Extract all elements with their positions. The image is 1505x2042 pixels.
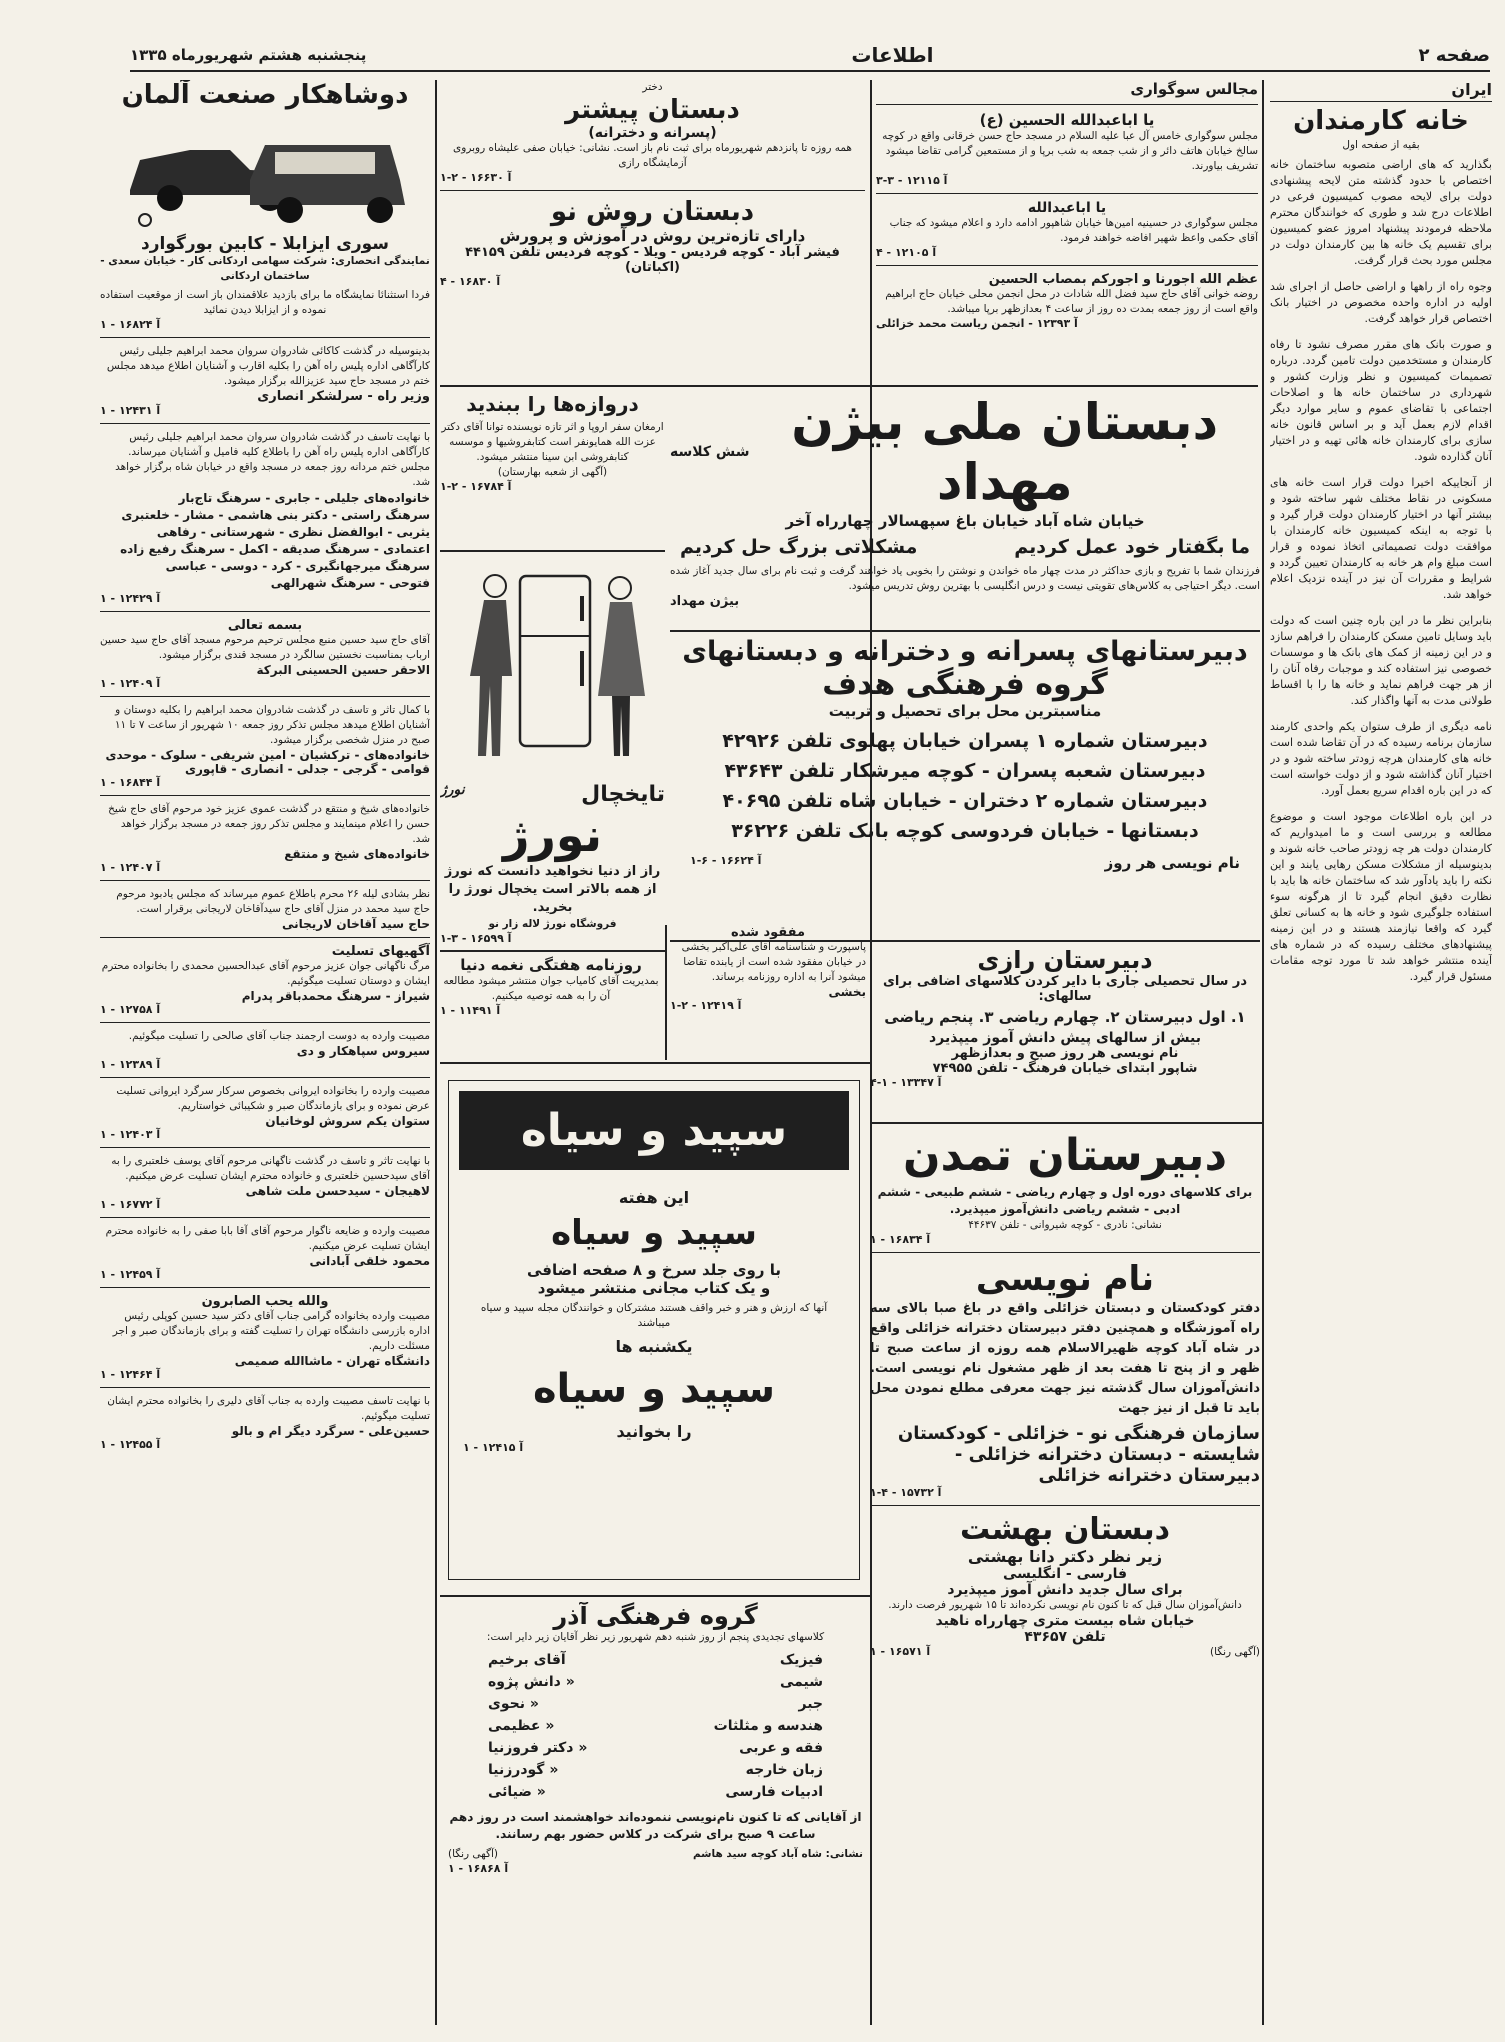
razi-line: نام نویسی هر روز صبح و بعدازظهر bbox=[951, 1046, 1179, 1061]
pishtaz-subtitle: (پسرانه و دخترانه) bbox=[588, 125, 717, 141]
ad-code: آ ۱۲۴۵۹ - ۱ bbox=[100, 1268, 161, 1281]
obit-sign: ستوان یکم سروش لوخانیان bbox=[265, 1114, 430, 1128]
hadaf-branch-row: دبیرستان شماره ۱ پسران خیابان پهلوی تلفن ۴۲۹۲۶ bbox=[722, 730, 1208, 752]
azar-schedule-row bbox=[448, 1671, 863, 1693]
ad-code: آ ۱۲۴۳۱ - ۱ bbox=[100, 404, 161, 417]
namnevisi-line: دبیرستان دخترانه خزائلی bbox=[1038, 1465, 1260, 1486]
azar-subject: زبان خارجه bbox=[745, 1762, 823, 1778]
azar-schedule-row bbox=[448, 1693, 863, 1715]
sepid-siah-name2: سپید و سیاه bbox=[532, 1366, 776, 1412]
azar-schedule-row bbox=[448, 1781, 863, 1803]
notice-heading: یا اباعبدالله الحسین (ع) bbox=[979, 111, 1155, 129]
razi-address: شاپور ابتدای خیابان فرهنگ - تلفن ۷۴۹۵۵ bbox=[932, 1061, 1198, 1076]
roznameh-title: روزنامه هفتگی نغمه دنیا bbox=[460, 956, 642, 974]
raveshno-text: فیشر آباد - کوچه فردیس - ویلا - کوچه فردیس تلفن ۴۴۱۵۹ (اکباتان) bbox=[465, 245, 840, 275]
azar-subject: ادبیات فارسی bbox=[725, 1784, 823, 1800]
azar-subject: هندسه و مثلثات bbox=[713, 1718, 823, 1734]
namnevisi-text: دفتر کودکستان و دبستان خزائلی واقع در باغ صبا بالای سه راه آموزشگاه و همچنین دفتر دبیرستان دخترانه خزائلی واقع در شاه آباد کوچه ظهیرالاسلام همه روزه از ساعت صبح تا ظهر و از پنج تا هفت بعد از ظهر مشغول نام نویسی است. دانش‌آموزان سال گذشته نیز جهت معرفی مطلع نمودن محل باید تا قبل از نیز جهت bbox=[870, 1301, 1260, 1416]
darvaze-text: ارمغان سفر اروپا و اثر تازه نویسنده توانا آقای دکتر عزت الله همایونفر است کتابفروشیها و موسسه کتابفروشی ابن سینا منتشر میشود. bbox=[441, 421, 664, 463]
hadaf-title: گروه فرهنگی هدف bbox=[822, 667, 1108, 702]
section-rule bbox=[440, 385, 1258, 387]
section-rule bbox=[440, 550, 665, 552]
azar-teacher: « گودرزنیا bbox=[488, 1762, 559, 1778]
bizhan-slogan: ما بگفتار خود عمل کردیم bbox=[1014, 536, 1250, 558]
notice-heading: یا اباعبدالله bbox=[1027, 200, 1107, 216]
sepid-siah-line: و یک کتاب مجانی منتشر میشود bbox=[537, 1279, 771, 1297]
obit-text: مصیبت وارده بخانواده گرامی جناب آقای دکتر سید حسین کوپلی رئیس اداره بازرسی دانشگاه تهران را تسلیت گفته و برای بازماندگان صبر و اجر مسئلت داریم. bbox=[112, 1310, 430, 1352]
column-rule bbox=[1262, 80, 1264, 2025]
obit-sign: محمود خلقی آبادانی bbox=[309, 1254, 430, 1268]
azar-addr: نشانی: شاه آباد کوچه سید هاشم bbox=[692, 1848, 863, 1860]
ad-code: آ ۱۶۶۲۴ - ۶-۱ bbox=[690, 854, 762, 867]
obit-heading: بسمه تعالی bbox=[227, 618, 303, 633]
obit-sign: حسین‌علی - سرگرد دیگر ام و بالو bbox=[231, 1424, 430, 1438]
azar-subject: جبر bbox=[798, 1696, 823, 1712]
obit-text: بدینوسیله در گذشت کاکائی شادروان سروان محمد ابراهیم جلیلی رئیس کارآگاهی اداره پلیس راه آهن را بکلیه اقارب و آشنایان اطلاع میدهد مجلس ختم در مسجد حاج سید عزیزالله برگزار میشود. bbox=[106, 345, 430, 387]
ad-code: آ ۱۶۸۶۸ - ۱ bbox=[448, 1862, 509, 1875]
ad-code: آ ۱۶۸۳۰ - ۴ bbox=[440, 275, 501, 288]
azar-foot: از آقایانی که تا کنون نام‌نویسی ننموده‌اند خواهشمند است در روز دهم ساعت ۹ صبح برای شرکت در کلاس حضور بهم رسانند. bbox=[449, 1810, 862, 1841]
sepid-siah-line: آنها که ارزش و هنر و خبر واقف هستند مشترکان و خوانندگان مجله سپید و سیاه میباشند bbox=[480, 1302, 828, 1329]
ad-code: آ ۱۶۸۴۴ - ۱ bbox=[100, 776, 161, 789]
azar-teacher: « دکتر فروزنیا bbox=[488, 1740, 588, 1756]
fridge-illustration bbox=[440, 556, 665, 776]
obit-text: خانواده‌های شیخ و منتقع در گذشت عموی عزیز خود مرحوم آقای حاج شیخ حسن را اعلام مینمایند و مجلس تذکر روز جمعه در مسجد برگزار خواهد شد. bbox=[108, 803, 430, 845]
column-rule bbox=[435, 80, 437, 2025]
ad-code: آ ۱۲۴۶۴ - ۱ bbox=[100, 1368, 161, 1381]
razi-list: ۱. اول دبیرستان ۲. چهارم ریاضی ۳. پنجم ریاضی bbox=[884, 1008, 1246, 1026]
car-ad-title: دوشاهکار صنعت آلمان bbox=[121, 80, 409, 110]
ad-code: آ ۱۲۳۸۹ - ۱ bbox=[100, 1058, 161, 1071]
ad-code: آ ۱۶۶۳۰ - ۲-۱ bbox=[440, 171, 512, 184]
mourning-title: مجالس سوگواری bbox=[1130, 80, 1258, 98]
pishtaz-pre: دختر bbox=[642, 81, 663, 93]
roznameh-text: بمدیریت آقای کامیاب جوان منتشر میشود مطالعه آن را به همه توصیه میکنیم. bbox=[443, 975, 659, 1002]
column-left bbox=[100, 80, 430, 2025]
page-number: صفحه ۲ bbox=[1418, 44, 1490, 66]
raveshno-subtitle: دارای تازه‌ترین روش در آموزش و پرورش bbox=[499, 227, 806, 245]
razi-ad bbox=[870, 946, 1260, 1116]
hadaf-foot: نام نویسی هر روز bbox=[1104, 854, 1240, 872]
azar-teacher: « ضیائی bbox=[488, 1784, 546, 1800]
behesht-subtitle: زیر نظر دکتر دانا بهشتی bbox=[967, 1547, 1163, 1566]
raveshno-title: دبستان روش نو bbox=[550, 197, 755, 227]
newspaper-name: اطلاعات bbox=[851, 43, 934, 67]
notice-text: مجلس سوگواری خامس آل عبا علیه السلام در مسجد حاج حسن خرقانی واقع در کوچه سالخ خیابان هاتف دائر و از شب جمعه به شب برپا و از مستمعین گرامی تقاضا میشود تشریف بیاورند. bbox=[882, 130, 1258, 172]
ad-code: آ ۱۵۷۳۲ - ۴-۱ bbox=[870, 1486, 942, 1499]
section-rule bbox=[440, 950, 665, 952]
hadaf-branch-row: دبستانها - خیابان فردوسی کوچه بانک تلفن ۳۶۲۲۶ bbox=[731, 820, 1199, 842]
notice-heading: عظم الله اجورنا و اجورکم بمصاب الحسین bbox=[988, 272, 1258, 287]
ad-code: آ ۱۱۴۹۱ - ۱ bbox=[440, 1004, 501, 1017]
obit-sign: دانشگاه تهران - ماشاالله صمیمی bbox=[234, 1354, 430, 1368]
ad-code: آ ۱۶۵۷۱ - ۱ bbox=[870, 1645, 931, 1658]
hadaf-title: دبیرستانهای پسرانه و دخترانه و دبستانهای bbox=[682, 636, 1248, 667]
article-paragraph: در این باره اطلاعات موجود است و موضوع مطالعه و بررسی است و ما امیدواریم که کارمندان دولت هر چه زودتر صاحب خانه شوند و بدینوسیله از مشکلات مسکن رهایی یابند و این نکته را باید یادآور شد که ساختمان خانه ها باید با نظارت دقیق انجام گیرد تا از هرگونه سوء استفاده جلوگیری شود و خانه ها به کسانی تعلق گیرد که واقعا نیازمند هستند و در این زمینه پیشنهادهای مختلف رسیده که در شماره های آینده منتشر خواهد شد تا مورد توجه مقامات مسئول قرار گیرد. bbox=[1270, 810, 1492, 983]
ad-code: آ ۱۲۴۱۹ - ۲-۱ bbox=[670, 999, 742, 1012]
hadaf-ad bbox=[670, 636, 1260, 936]
darvaze-ad bbox=[440, 392, 665, 547]
behesht-note: (آگهی رنگا) bbox=[1209, 1646, 1260, 1658]
ad-code: آ ۱۶۷۷۲ - ۱ bbox=[100, 1198, 161, 1211]
nurozh-title: نورژ bbox=[502, 808, 603, 862]
fridge-ad bbox=[440, 556, 665, 946]
bizhan-ad bbox=[670, 392, 1260, 627]
car-brand: سوری ایزابلا - کابین بورگوارد bbox=[141, 234, 389, 254]
obit-sign: قوامی - گرجی - جدلی - انصاری - قاپوری bbox=[184, 762, 430, 776]
obit-text: با کمال تاثر و تاسف در گذشت شادروان محمد ابراهیم را بکلیه دوستان و آشنایان اطلاع میدهد مجلس تذکر روز جمعه ۱۰ شهریور از ساعت ۷ تا ۱۱ صبح در منزل شخصی برگزار میشود. bbox=[114, 704, 430, 746]
bizhan-slogan: مشکلاتی بزرگ حل کردیم bbox=[680, 536, 918, 558]
column-rule bbox=[665, 925, 667, 1060]
mafqud-sign: بخشی bbox=[828, 985, 866, 999]
obit-text: با نهایت تاسف در گذشت شادروان سروان محمد ابراهیم جلیلی رئیس کارآگاهی اداره پلیس راه آهن را باطلاع کلیه فامیل و آشنایان میرساند. مجلس ختم مردانه روز جمعه در مسجد واقع در خیابان شاه برگزار خواهد شد. bbox=[115, 431, 430, 488]
article-paragraph: از آنجاییکه اخیرا دولت قرار است خانه های مسکونی در نقاط مختلف شهر ساخته شود و بیشتر آنها در اختیار کارمندان دولت قرار گیرد و با توجه به اینکه کمیسیون خانه کارمندان با موافقت دولت تصمیماتی اتخاذ نموده و قرار است مبلغ وام هر خانه به کارمندان تعیین گردد و شرایط و مقررات آن نیز در آینده نزدیک اعلام خواهد شد. bbox=[1270, 476, 1492, 601]
obit-sign: سرهنگ میرجهانگیری - کرد - دوسی - عباسی bbox=[165, 559, 430, 573]
column-lower-ads bbox=[870, 1128, 1260, 1988]
column-iran bbox=[1270, 80, 1492, 2025]
obit-sign: حاج سید آقاخان لاریجانی bbox=[282, 917, 430, 931]
mafqud-title: مفقود شده bbox=[730, 925, 806, 940]
bizhan-address: خیابان شاه آباد خیابان باغ سپهسالار چهارراه آخر bbox=[785, 512, 1145, 530]
ad-code: آ ۱۲۷۵۸ - ۱ bbox=[100, 1003, 161, 1016]
azar-text: کلاسهای تجدیدی پنجم از روز شنبه دهم شهریور زیر نظر آقایان زیر دایر است: bbox=[486, 1631, 825, 1643]
darvaze-note: (آگهی از شعبه بهارستان) bbox=[497, 466, 608, 478]
obit-text: نظر بشادی لیله ۲۶ محرم باطلاع عموم میرساند که مجلس یادبود مرحوم حاج سید محمد در منزل آقای حاج سیدآقاخان لاریجانی برقرار است. bbox=[116, 888, 430, 915]
section-rule bbox=[440, 1062, 870, 1064]
ad-code: آ ۱۲۴۱۵ - ۱ bbox=[463, 1441, 524, 1454]
obit-sign: سیروس سپاهکار و دی bbox=[296, 1044, 430, 1058]
behesht-phone: تلفن ۴۳۶۵۷ bbox=[1024, 1629, 1106, 1645]
obit-sign: اعتمادی - سرهنگ صدیقه - اکمل - سرهنگ رفیع زاده bbox=[120, 542, 430, 556]
obit-sign: خانواده‌های - ترکشیان - امین شریفی - سلوک - موحدی bbox=[105, 748, 430, 762]
article-paragraph: نامه دیگری از طرف ستوان یکم واحدی کارمند سازمان برنامه رسیده که در آن تقاضا شده است خانه های کارمندان هرچه زودتر ساخته شود و در اختیار آنان گذاشته شود و از دولت خواسته است که در این باره اقدام سریع بعمل آورد. bbox=[1270, 720, 1492, 797]
razi-line: بیش از سالهای پیش دانش آموز میپذیرد bbox=[929, 1030, 1201, 1046]
section-rule bbox=[670, 630, 1260, 632]
sepid-siah-banner: سپید و سیاه bbox=[459, 1091, 849, 1170]
ad-code: آ ۱۶۸۲۴ - ۱ bbox=[100, 318, 161, 331]
fridge-brand-label: نورژ bbox=[440, 782, 465, 798]
tamaddon-title: دبیرستان تمدن bbox=[902, 1130, 1228, 1181]
bizhan-pre: شش کلاسه bbox=[670, 444, 750, 460]
azar-ad bbox=[448, 1602, 863, 2022]
bizhan-text: فرزندان شما با تفریح و بازی حداکثر در مدت چهار ماه خواندن و نوشتن را بخوبی یاد خواهند گرفت و ثبت نام برای سال جدید آغاز شده است. دیگر احتیاجی به کلاس‌های تقویتی نیست و درس انگلیسی با بهترین روش تدریس میشود. bbox=[670, 565, 1260, 592]
ad-code: آ ۱۶۷۸۴ - ۲-۱ bbox=[440, 480, 512, 493]
pishtaz-text: همه روزه تا پانزدهم شهریورماه برای ثبت نام باز است. نشانی: خیابان صفی علیشاه روبروی آزمایشگاه رازی bbox=[453, 142, 852, 169]
azar-schedule-row bbox=[448, 1737, 863, 1759]
obit-sign: یثربی - ابوالفضل نظری - شهرستانی - رفاهی bbox=[156, 525, 430, 539]
hadaf-branch-row: دبیرستان شعبه پسران - کوچه میرشکار تلفن ۴۳۶۴۳ bbox=[724, 760, 1206, 782]
obit-text: آقای حاج سید حسین منبع مجلس ترحیم مرحوم مسجد آقای حاج سید حسین ارباب بمناسبت نخستین سالگرد در مسجد قندی برگزار میشود. bbox=[100, 634, 430, 661]
nurozh-text: راز از دنیا نخواهید دانست که نورژ از همه بالاتر است یخچال نورژ را بخرید. bbox=[444, 864, 661, 915]
azar-teacher: « دانش پژوه bbox=[488, 1674, 575, 1690]
behesht-line: فارسی - انگلیسی bbox=[1002, 1566, 1127, 1582]
ad-code: آ ۱۲۴۵۵ - ۱ bbox=[100, 1438, 161, 1451]
obit-sign: الاحقر حسین الحسینی البرکة bbox=[256, 663, 430, 677]
section-title: ایران bbox=[1270, 80, 1492, 102]
ad-code: آ ۱۲۳۹۳ - انجمن ریاست محمد خزائلی bbox=[876, 317, 1078, 330]
behesht-title: دبستان بهشت bbox=[959, 1512, 1171, 1547]
sepid-siah-name: سپید و سیاه bbox=[551, 1213, 757, 1253]
namnevisi-line: سازمان فرهنگی نو - خزائلی - کودکستان bbox=[897, 1423, 1260, 1444]
section-rule bbox=[670, 940, 1260, 942]
bizhan-sign: بیژن مهداد bbox=[670, 594, 740, 609]
sepid-siah-ad bbox=[448, 1080, 860, 1580]
hadaf-branch-row: دبیرستان شماره ۲ دختران - خیابان شاه تلفن ۴۰۶۹۵ bbox=[722, 790, 1208, 812]
azar-subject: شیمی bbox=[779, 1674, 823, 1690]
azar-teacher: « عظیمی bbox=[488, 1718, 555, 1734]
sepid-siah-week: این هفته bbox=[618, 1188, 690, 1207]
nurozh-sub: فروشگاه نورژ لاله زار نو bbox=[488, 918, 617, 930]
azar-schedule-row bbox=[448, 1649, 863, 1671]
article-paragraph: بنابراین نظر ما در این باره چنین است که دولت باید وسایل تامین مسکن کارمندان را فراهم سازد و در این زمینه از کمک های بانک ها و موسسات خصوصی نیز استفاده کند و موجبات رفاه آنان را از هر جهت فراهم نماید و خانه ها را با اقساط طولانی مدت به آنها واگذار کند. bbox=[1270, 614, 1492, 707]
hadaf-subtitle: مناسبترین محل برای تحصیل و تربیت bbox=[828, 702, 1102, 720]
obit-text: مصیبت وارده را بخانواده ایروانی بخصوص سرکار سرگرد ایروانی تسلیت عرض نموده و برای بازماندگان صبر و شکیبائی خواستاریم. bbox=[116, 1085, 430, 1112]
condolence-heading: آگهیهای تسلیت bbox=[331, 944, 430, 959]
notice-text: روضه خوانی آقای حاج سید فضل الله شادات در محل انجمن محلی خیابان حاج ابراهیم واقع است از روز جمعه بمدت ده روز از ساعت ۴ بعدازظهر برپا میباشد. bbox=[885, 288, 1258, 315]
article-paragraph: وجوه راه از راهها و اراضی حاصل از اجرای شد اولیه در اداره واحده مخصوص در اختیار بانک اختصاص قرار خواهد گرفت. bbox=[1270, 280, 1492, 325]
ad-code: آ ۱۲۱۱۵ - ۳-۳ bbox=[876, 174, 948, 187]
roznameh-ad bbox=[440, 956, 662, 1056]
ad-code: آ ۱۲۱۰۵ - ۴ bbox=[876, 246, 937, 259]
azar-schedule-row bbox=[448, 1715, 863, 1737]
obit-sign: فتوحی - سرهنگ شهرالهی bbox=[270, 576, 430, 590]
obit-heading: والله یحب الصابرون bbox=[201, 1294, 329, 1309]
notice-text: مجلس سوگواری در حسینیه امین‌ها خیابان شاهپور ادامه دارد و اعلام میشود که جناب آقای حکمی واعظ شهیر افاضه خواهند فرمود. bbox=[889, 217, 1258, 244]
sepid-siah-read: را بخوانید bbox=[616, 1422, 692, 1441]
mafqud-text: پاسپورت و شناسنامه آقای علی‌اکبر بخشی در خیابان مفقود شده است از یابنده تقاضا میشود آنرا به اداره روزنامه برساند. bbox=[681, 941, 866, 983]
obit-text: مرگ ناگهانی جوان عزیز مرحوم آقای عبدالحسین محمدی را بخانواده محترم ایشان و دوستان تسلیت میگوئیم. bbox=[101, 960, 430, 987]
obit-sign: خانواده‌های شیخ و منتقع bbox=[284, 847, 430, 861]
behesht-line: برای سال جدید دانش آموز میپذیرد bbox=[947, 1582, 1183, 1598]
ad-code: آ ۱۳۳۴۷ - ۱-۴ bbox=[870, 1076, 942, 1089]
car-illustration bbox=[100, 110, 430, 230]
obit-text: با نهایت تاثر و تاسف در گذشت ناگهانی مرحوم آقای یوسف خلعتبری را به آقای سیدحسین خلعتبری و خانواده محترم ایشان تسلیت عرض میکنیم. bbox=[111, 1155, 430, 1182]
azar-teacher: « نحوی bbox=[488, 1696, 539, 1712]
continued-note: بقیه از صفحه اول bbox=[1342, 139, 1420, 151]
obit-sign: خانواده‌های جلیلی - جابری - سرهنگ تاج‌بار bbox=[178, 491, 430, 505]
azar-note: (آگهی رنگا) bbox=[448, 1848, 499, 1860]
ad-code: آ ۱۲۴۰۹ - ۱ bbox=[100, 677, 161, 690]
car-text: فردا استثنائا نمایشگاه ما برای بازدید علاقمندان باز است از موقعیت استفاده نموده و از ایزابلا دیدن نمائید bbox=[100, 289, 430, 316]
column-school-ads bbox=[440, 80, 865, 380]
pishtaz-title: دبستان پیشتر bbox=[565, 95, 740, 125]
ad-code: آ ۱۶۵۹۹ - ۳-۱ bbox=[440, 932, 512, 945]
ad-code: آ ۱۲۴۲۹ - ۱ bbox=[100, 592, 161, 605]
razi-subtitle: در سال تحصیلی جاری با دایر کردن کلاسهای اضافی برای سالهای: bbox=[882, 974, 1248, 1004]
namnevisi-title: نام نویسی bbox=[975, 1259, 1155, 1299]
bizhan-title: دبستان ملی بیژن مهداد bbox=[791, 393, 1219, 511]
article-paragraph: و صورت بانک های مقرر مصرف نشود تا رفاه کارمندان و مستخدمین دولت تامین گردد. درباره تصمیمات کمیسیون و نظر وزارت کشور و شهرداری در ساختمان خانه ها و اصلاحات اجتماعی با تقاضای عموم و سایر موارد دیگر اقدام لازم بعمل آید و بر اساس قانون خانه سازی برای کارمندان خانه هائی تهیه و در اختیار آنان گذارده شود. bbox=[1270, 338, 1492, 463]
column-mourning bbox=[876, 80, 1258, 380]
article-headline: خانه کارمندان bbox=[1293, 106, 1469, 136]
sepid-siah-line: با روی جلد سرخ و ۸ صفحه اضافی bbox=[527, 1261, 781, 1279]
ad-code: آ ۱۶۸۳۴ - ۱ bbox=[870, 1233, 931, 1246]
car-dealer: نمایندگی انحصاری: شرکت سهامی اردکانی کار - خیابان سعدی - ساختمان اردکانی bbox=[100, 255, 430, 282]
obit-sign: وزیر راه - سرلشکر انصاری bbox=[257, 389, 430, 404]
azar-subject: فقه و عربی bbox=[739, 1740, 823, 1756]
namnevisi-line: شایسته - دبستان دخترانه خزائلی - bbox=[954, 1444, 1260, 1465]
section-rule bbox=[870, 1122, 1262, 1124]
obit-text: مصیبت وارده به دوست ارجمند جناب آقای صالحی را تسلیت میگوئیم. bbox=[128, 1030, 430, 1042]
azar-subject: فیزیک bbox=[779, 1652, 823, 1668]
tamaddon-text: برای کلاسهای دوره اول و چهارم ریاضی - ششم طبیعی - ششم ادبی - ششم ریاضی دانش‌آموز میپذیرد. bbox=[877, 1185, 1253, 1216]
behesht-text: دانش‌آموزان سال قبل که تا کنون نام نویسی نکرده‌اند تا ۱۵ شهریور فرصت دارند. bbox=[888, 1599, 1242, 1611]
article-paragraph: بگذارید که های اراضی متصوبه ساختمان خانه اختصاص با حدود گذشته متن لایحه پیشنهادی دولت برای لایحه مصوب کمیسیون فرعی در اطلاعات درج شد و طوری که خوانندگان محترم ملاحظه فرمودند پیشنهاد امروز عضو کمیسیون برای تقسیم یک خانه ها بین کارمندان دولت در مجلس مورد بحث قرار گرفت. bbox=[1270, 158, 1492, 267]
obit-sign: سرهنگ راستی - دکتر بنی هاشمی - مشار - خلعتبری bbox=[121, 508, 430, 522]
section-rule bbox=[440, 1595, 870, 1597]
azar-teacher: آقای برخیم bbox=[488, 1652, 566, 1668]
sepid-siah-day: یکشنبه ها bbox=[615, 1337, 693, 1356]
hadaf-branches bbox=[670, 726, 1260, 846]
ad-code: آ ۱۲۴۰۳ - ۱ bbox=[100, 1128, 161, 1141]
ad-code: آ ۱۲۴۰۷ - ۱ bbox=[100, 861, 161, 874]
mafqud-ad bbox=[670, 925, 866, 1060]
azar-schedule-row bbox=[448, 1759, 863, 1781]
azar-title: گروه فرهنگی آذر bbox=[553, 1602, 758, 1630]
obit-text: مصیبت وارده و ضایعه ناگوار مرحوم آقای آقا بابا صفی را به خانواده محترم ایشان تسلیت عرض میکنیم. bbox=[105, 1225, 430, 1252]
obit-sign: لاهیجان - سیدحسن ملت شاهی bbox=[245, 1184, 430, 1198]
behesht-address: خیابان شاه بیست متری چهارراه ناهید bbox=[935, 1613, 1195, 1629]
azar-schedule bbox=[448, 1649, 863, 1803]
issue-date: پنجشنبه هشتم شهریورماه ۱۳۳۵ bbox=[130, 46, 367, 64]
razi-title: دبیرستان رازی bbox=[977, 946, 1153, 974]
darvaze-title: دروازه‌ها را ببندید bbox=[466, 392, 639, 416]
page-header bbox=[130, 40, 1490, 72]
tamaddon-address: نشانی: نادری - کوچه شیروانی - تلفن ۴۴۶۳۷ bbox=[968, 1219, 1162, 1231]
fridge-word: تایخچال bbox=[581, 782, 665, 807]
obit-sign: شیراز - سرهنگ محمدباقر پدرام bbox=[241, 989, 430, 1003]
obit-text: با نهایت تاسف مصیبت وارده به جناب آقای دلیری را بخانواده محترم ایشان تسلیت میگوئیم. bbox=[107, 1395, 430, 1422]
